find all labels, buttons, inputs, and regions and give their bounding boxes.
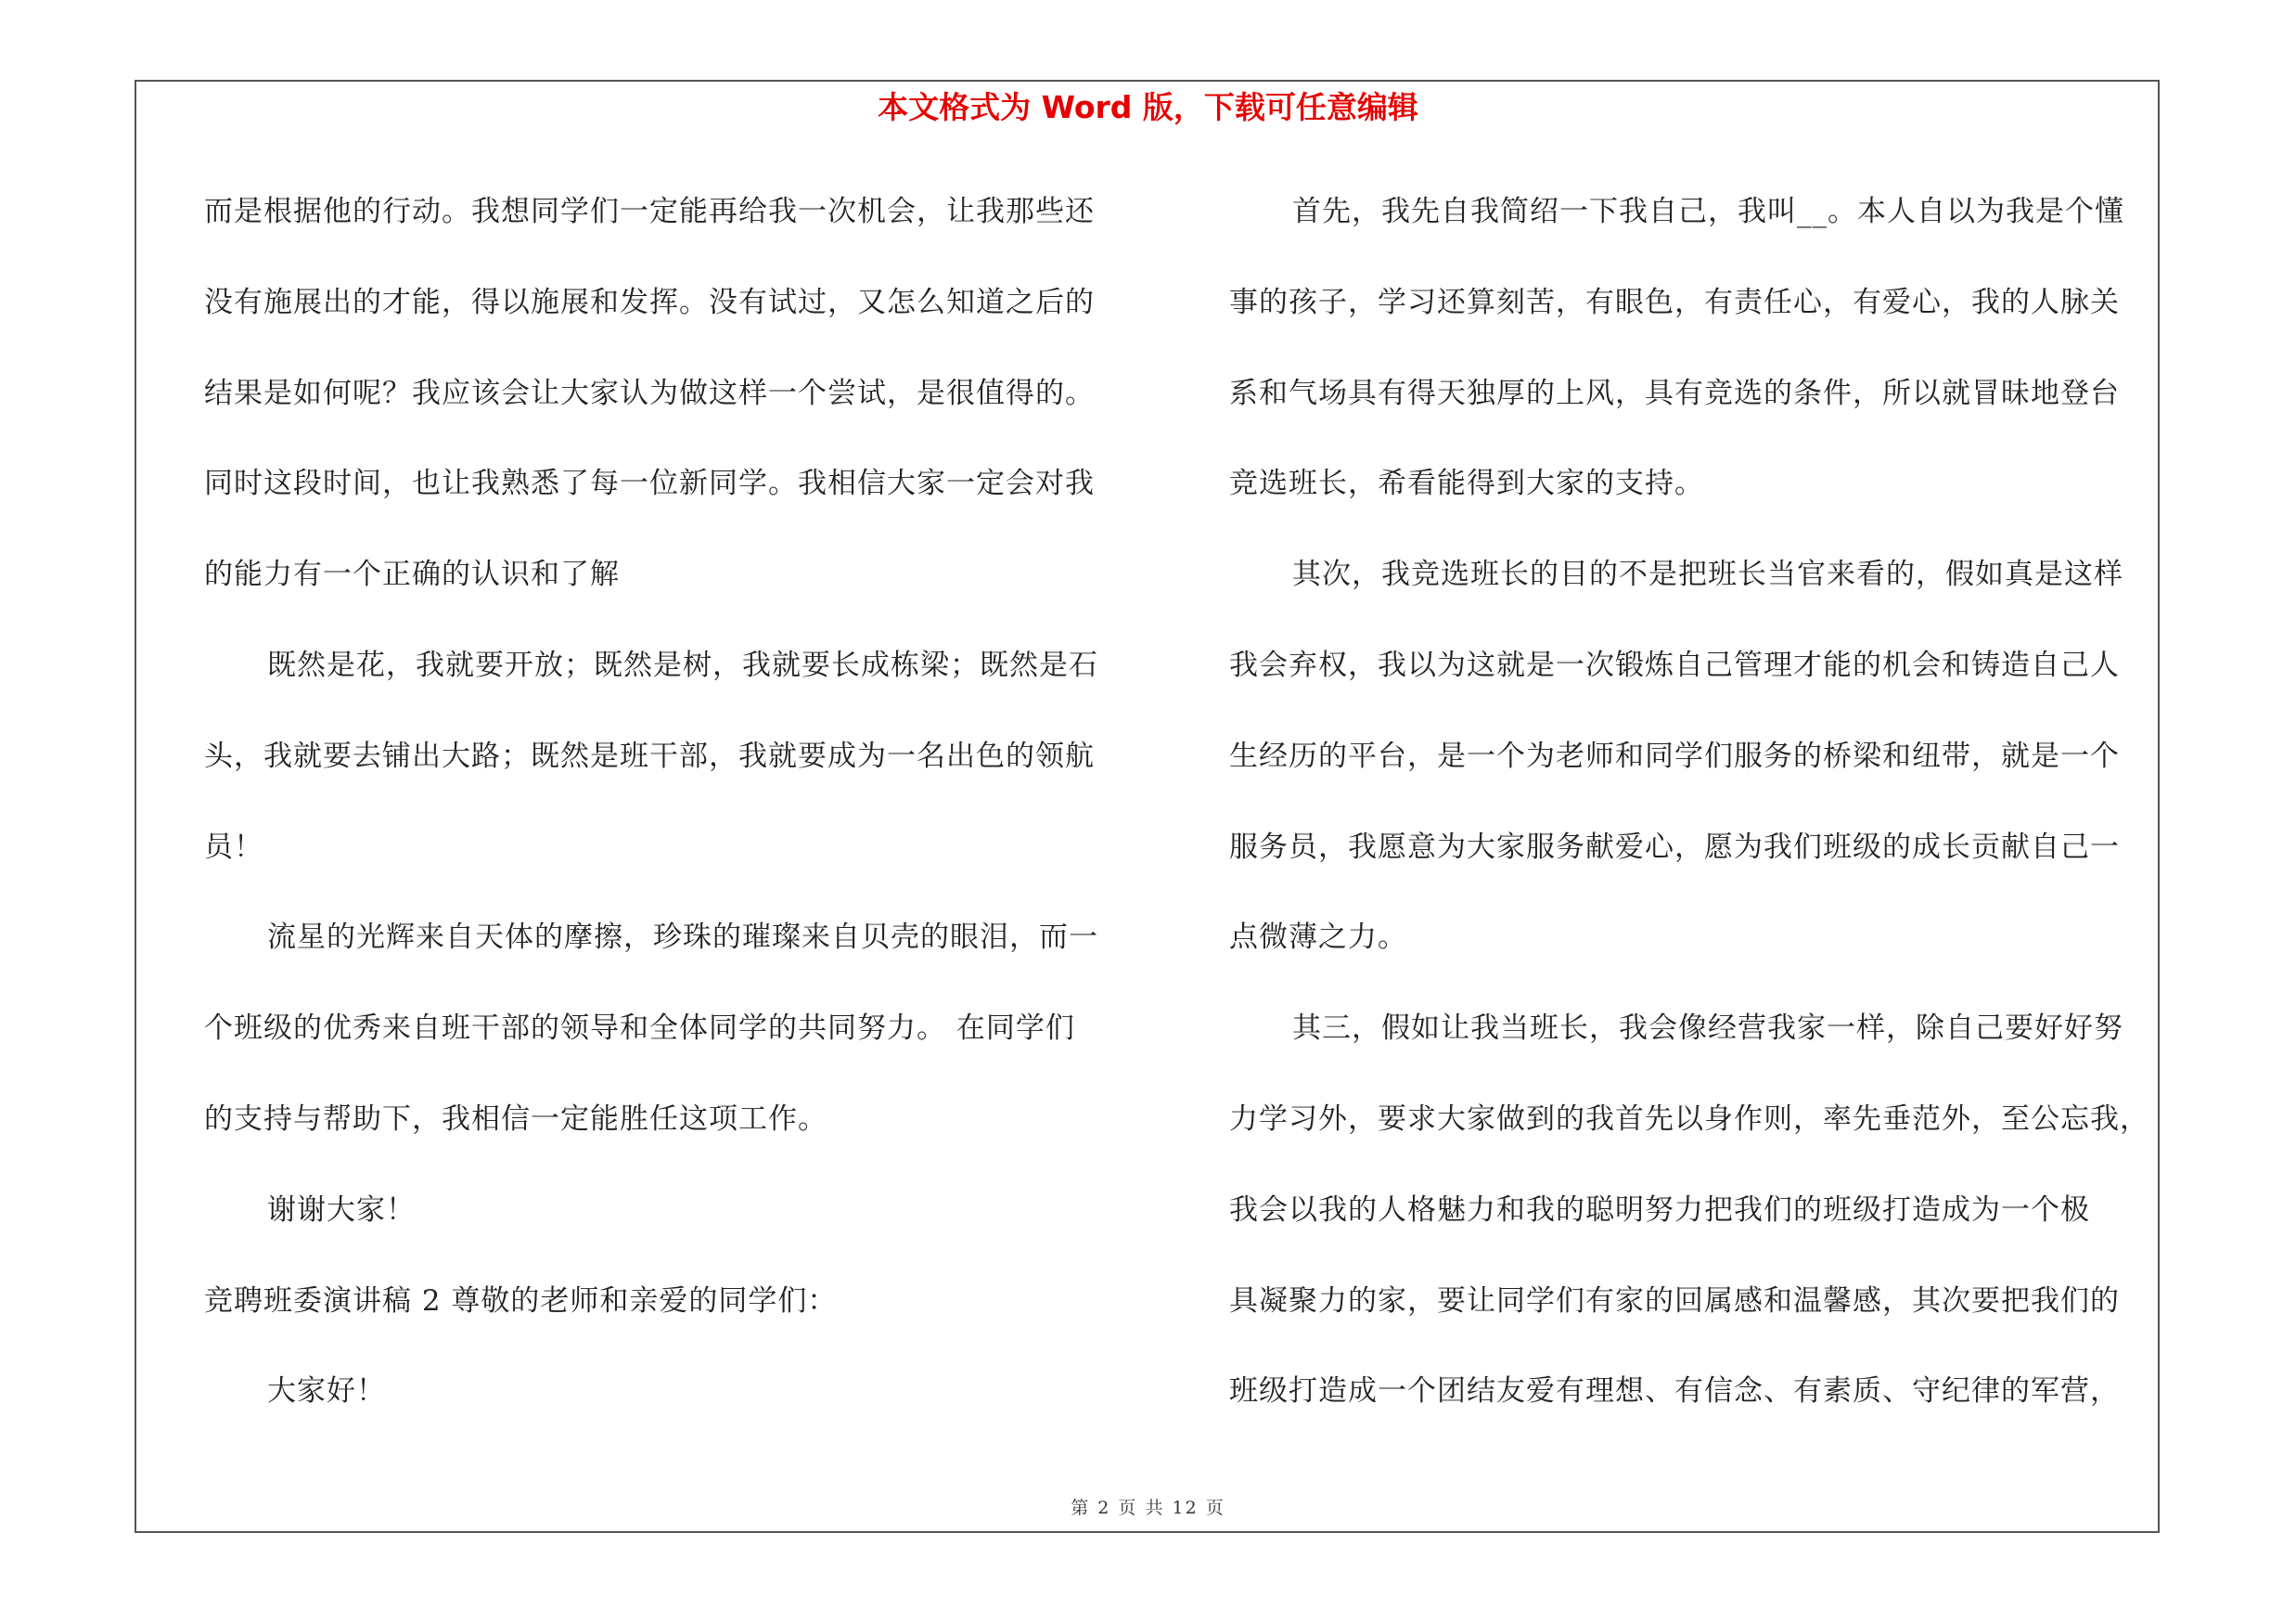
- text-line: 首先，我先自我简绍一下我自己，我叫__。本人自以为我是个懂: [1292, 195, 2124, 228]
- text-line: 头，我就要去铺出大路；既然是班干部，我就要成为一名出色的领航: [204, 739, 1095, 773]
- text-line: 同时这段时间，也让我熟悉了每一位新同学。我相信大家一定会对我: [204, 467, 1095, 501]
- text-line: 结果是如何呢？我应该会让大家认为做这样一个尝试，是很值得的。: [204, 376, 1095, 410]
- right-text-column: [1229, 178, 2152, 1449]
- text-line: 大家好！: [267, 1374, 386, 1409]
- text-line: 服务员，我愿意为大家服务献爱心，愿为我们班级的成长贡献自己一: [1229, 830, 2120, 864]
- text-line: 的能力有一个正确的认识和了解: [204, 558, 620, 592]
- text-line: 我会以我的人格魅力和我的聪明努力把我们的班级打造成为一个极: [1229, 1192, 2090, 1227]
- text-line: 个班级的优秀来自班干部的领导和全体同学的共同努力。 在同学们: [204, 1011, 1075, 1046]
- text-line: 流星的光辉来自天体的摩擦，珍珠的璀璨来自贝壳的眼泪，而一: [267, 921, 1098, 955]
- text-line: 其三，假如让我当班长，我会像经营我家一样，除自己要好好努: [1292, 1011, 2123, 1046]
- text-line: 事的孩子，学习还算刻苦，有眼色，有责任心，有爱心，我的人脉关: [1229, 285, 2120, 319]
- text-line: 而是根据他的行动。我想同学们一定能再给我一次机会，让我那些还: [204, 195, 1095, 228]
- text-line: 员！: [204, 830, 263, 864]
- text-line: 的支持与帮助下，我相信一定能胜任这项工作。: [204, 1101, 827, 1136]
- text-line: 其次，我竞选班长的目的不是把班长当官来看的，假如真是这样: [1292, 558, 2123, 592]
- text-line: 力学习外，要求大家做到的我首先以身作则，率先垂范外，至公忘我，: [1229, 1101, 2149, 1136]
- text-line: 具凝聚力的家，要让同学们有家的回属感和温馨感，其次要把我们的: [1229, 1283, 2120, 1318]
- text-line: 竞聘班委演讲稿 2 尊敬的老师和亲爱的同学们：: [204, 1283, 838, 1318]
- text-line: 竞选班长，希看能得到大家的支持。: [1229, 467, 1704, 501]
- text-line: 没有施展出的才能，得以施展和发挥。没有试过，又怎么知道之后的: [204, 285, 1095, 319]
- text-line: 生经历的平台，是一个为老师和同学们服务的桥梁和纽带，就是一个: [1229, 739, 2120, 773]
- text-line: 点微薄之力。: [1229, 921, 1407, 955]
- text-line: 既然是花，我就要开放；既然是树，我就要长成栋梁；既然是石: [267, 648, 1098, 682]
- format-banner: 本文格式为 Word 版，下载可任意编辑: [878, 89, 1418, 125]
- text-line: 班级打造成一个团结友爱有理想、有信念、有素质、守纪律的军营，: [1229, 1374, 2120, 1409]
- text-line: 系和气场具有得天独厚的上风，具有竞选的条件，所以就冒昧地登台: [1229, 376, 2120, 410]
- page-number: 第 2 页 共 12 页: [1071, 1498, 1225, 1518]
- left-text-column: [204, 178, 1132, 1449]
- text-line: 谢谢大家！: [267, 1192, 416, 1227]
- text-line: 我会弃权，我以为这就是一次锻炼自己管理才能的机会和铸造自己人: [1229, 648, 2120, 682]
